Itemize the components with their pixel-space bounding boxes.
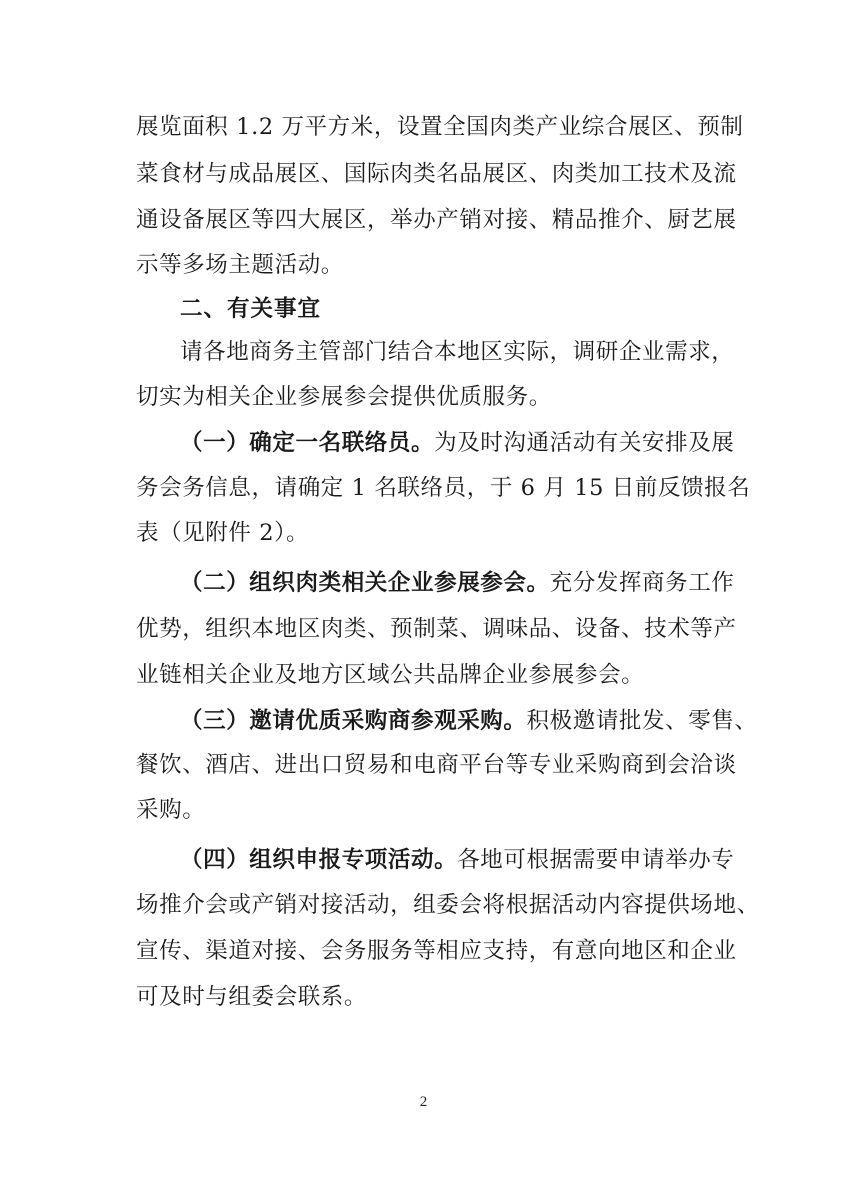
text-line: 请各地商务主管部门结合本地区实际，调研企业需求，: [180, 339, 735, 365]
section-heading: 二、有关事宜: [180, 296, 322, 322]
text-line: 切实为相关企业参展参会提供优质服务。: [136, 384, 552, 410]
text-line: 场推介会或产销对接活动，组委会将根据活动内容提供场地、: [136, 892, 760, 918]
text-line: 务会务信息，请确定 1 名联络员，于 6 月 15 日前反馈报名: [136, 475, 751, 501]
text-line: 优势，组织本地区肉类、预制菜、调味品、设备、技术等产: [136, 616, 737, 642]
item-title: （二）组织肉类相关企业参展参会。: [180, 570, 550, 596]
text-line: 菜食材与成品展区、国际肉类名品展区、肉类加工技术及流: [136, 161, 737, 187]
item-first-line: [180, 428, 735, 458]
text-line: 表（见附件 2）。: [136, 520, 310, 546]
text-line: 通设备展区等四大展区，举办产销对接、精品推介、厨艺展: [136, 207, 737, 233]
item-first-line: [180, 706, 758, 736]
item-text: 积极邀请批发、零售、: [526, 708, 758, 734]
text-line: 示等多场主题活动。: [136, 252, 344, 278]
item-title: （三）邀请优质采购商参观采购。: [180, 708, 527, 734]
text-line: 采购。: [136, 797, 206, 823]
text-line: 展览面积 1.2 万平方米，设置全国肉类产业综合展区、预制: [136, 114, 744, 140]
text-line: 宣传、渠道对接、会务服务等相应支持，有意向地区和企业: [136, 938, 737, 964]
page-number: 2: [419, 1094, 428, 1110]
text-line: 可及时与组委会联系。: [136, 984, 368, 1010]
text-line: 业链相关企业及地方区域公共品牌企业参展参会。: [136, 662, 645, 688]
item-text: 为及时沟通活动有关安排及展: [434, 430, 735, 456]
text-line: 餐饮、酒店、进出口贸易和电商平台等专业采购商到会洽谈: [136, 752, 737, 778]
item-text: 充分发挥商务工作: [549, 570, 735, 596]
item-first-line: [180, 845, 735, 875]
item-title: （四）组织申报专项活动。: [180, 847, 458, 873]
item-text: 各地可根据需要申请举办专: [457, 847, 735, 873]
item-first-line: [180, 568, 735, 598]
item-title: （一）确定一名联络员。: [180, 430, 435, 456]
